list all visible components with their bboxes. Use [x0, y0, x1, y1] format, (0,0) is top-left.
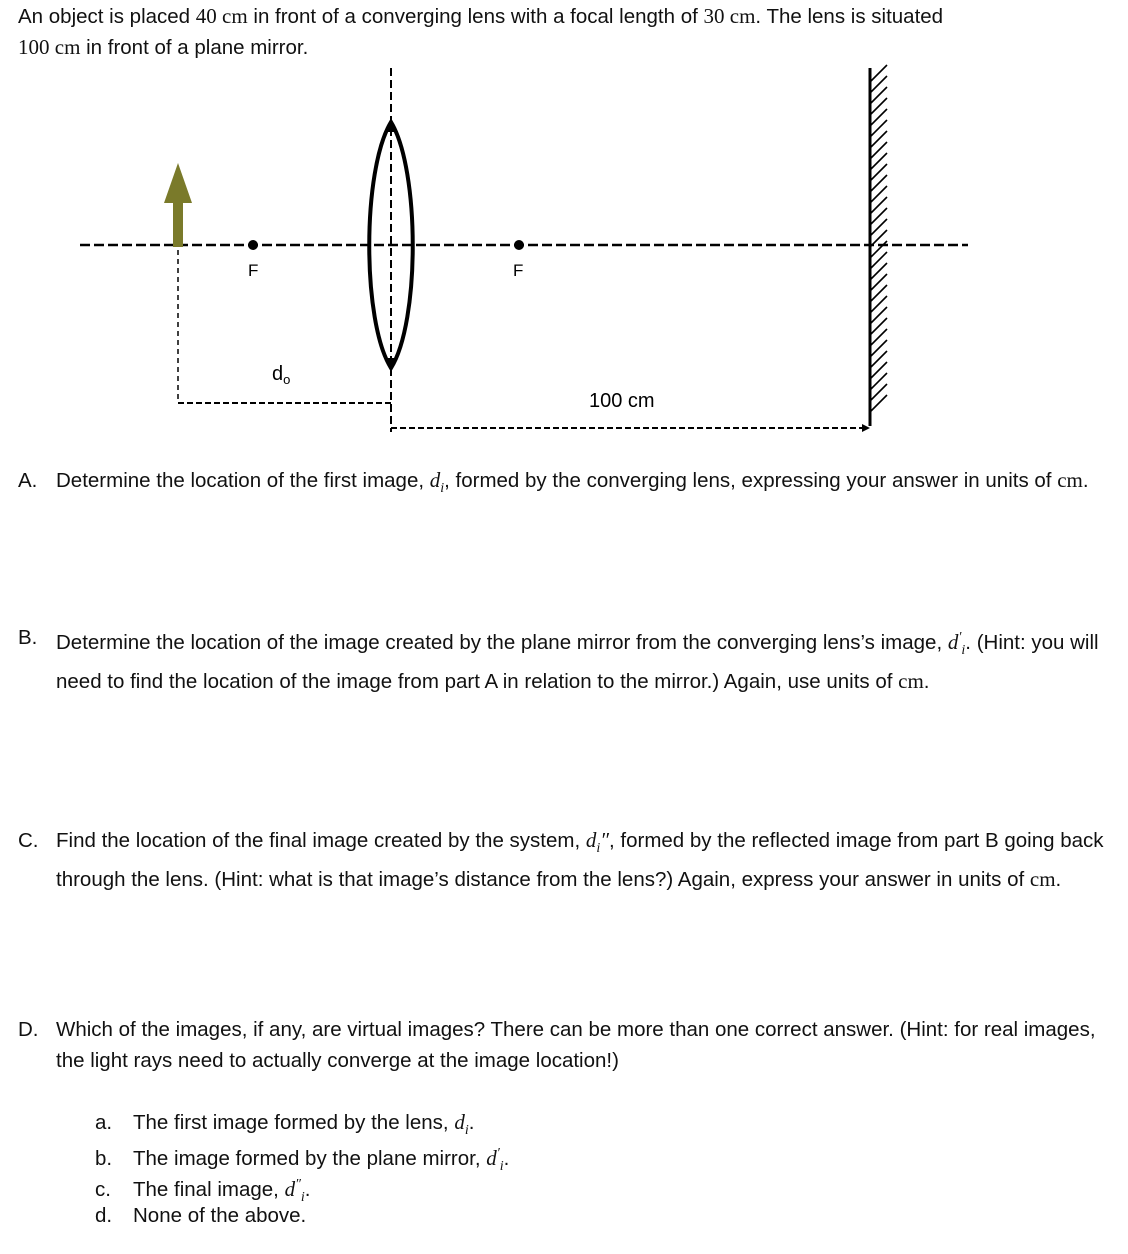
question-b: B. Determine the location of the image created by the plane mirror from the converging lens’s image, $d'_i$. (Hint: you will need to find the location of the image from part A in relation to the mirror.) Again, use units of cm. — [18, 622, 1108, 697]
intro-text-2: in front of a converging lens with a focal length of — [247, 5, 704, 28]
lens-mirror-distance: 100 cm — [18, 35, 81, 59]
option-b[interactable]: b. The image formed by the plane mirror, $d'_i$. — [95, 1145, 510, 1174]
lens-top-tip — [384, 120, 398, 132]
question-a-label: A. — [18, 469, 38, 492]
question-d: D. Which of the images, if any, are virtual images? There can be more than one correct answer. (Hint: for real images, the light rays need to actually converge at the image location!) — [18, 1014, 1108, 1076]
focal-point-left — [248, 240, 258, 250]
option-a[interactable]: a. The first image formed by the lens, $d_i$. — [95, 1110, 475, 1139]
focal-label-right: F — [513, 261, 524, 280]
option-c[interactable]: c. The final image, $d''_i$. — [95, 1176, 311, 1205]
mirror-hatching — [870, 65, 887, 412]
question-c: C. Find the location of the final image created by the system, $d_i''$, formed by the reflected image from part B going back through the lens. (Hint: what is that image’s distance from the lens?) Again, express your answer in units of cm. — [18, 825, 1108, 895]
object-arrow-head — [164, 163, 192, 203]
object-arrow-shaft — [173, 200, 183, 247]
lens-bottom-tip — [384, 358, 398, 370]
intro-text-1: An object is placed — [18, 5, 196, 28]
optics-diagram — [0, 60, 1128, 440]
object-distance: 40 cm — [195, 4, 248, 28]
var-d: d — [429, 468, 441, 492]
var-d-double-prime: d — [585, 828, 597, 852]
question-b-label: B. — [18, 626, 38, 649]
option-d[interactable]: d. None of the above. — [95, 1204, 307, 1227]
do-label: $d_o$ — [272, 363, 291, 387]
focal-label-left: F — [248, 261, 259, 280]
distance-label: 100 cm — [589, 390, 655, 412]
problem-intro — [18, 1, 1108, 63]
question-d-label: D. — [18, 1018, 39, 1041]
question-c-label: C. — [18, 829, 39, 852]
var-d-prime: d — [947, 629, 959, 654]
focal-length: 30 cm — [703, 4, 756, 28]
focal-point-right — [514, 240, 524, 250]
intro-text-4: in front of a plane mirror. — [80, 36, 309, 59]
question-a: A. Determine the location of the first image, $d_i$, formed by the converging lens, expressing your answer in units of cm. — [18, 465, 1108, 504]
intro-text-3: . The lens is situated — [755, 5, 944, 28]
